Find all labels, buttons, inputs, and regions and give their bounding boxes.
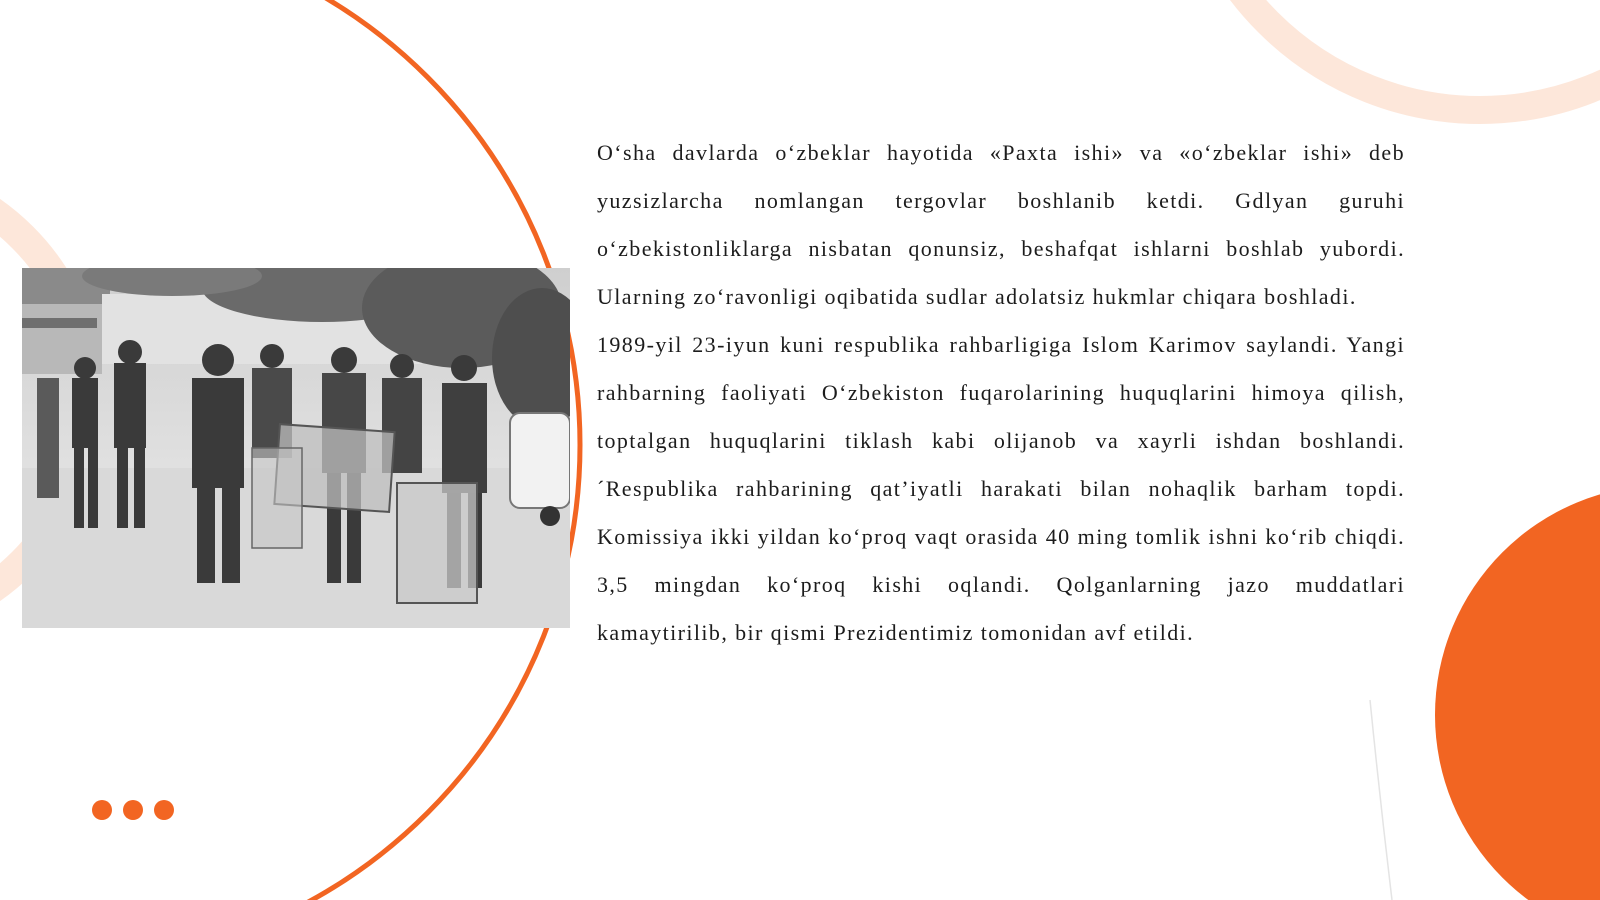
orange-circle	[1435, 485, 1600, 900]
paragraph-islom-karimov: 1989-yil 23-iyun kuni respublika rahbarligiga Islom Karimov saylandi. Yangi rahbarning faoliyati O‘zbekiston fuqarolarining huquqlarini himoya qilish, toptalgan huquqlarini tiklash kabi olijanob va xayrli ishdan boshlandi. ´Respublika rahbarining qat’iyatli harakati bilan nohaqlik barham topdi. Komissiya ikki yildan ko‘proq vaqt orasida 40 ming tomlik ishni ko‘rib chiqdi. 3,5 mingdan ko‘proq kishi oqlandi. Qolganlarning jazo muddatlari kamaytirilib, bir qismi Prezidentimiz tomonidan avf etildi.	[597, 332, 1405, 645]
paragraph-paxta-ishi: O‘sha davlarda o‘zbeklar hayotida «Paxta ishi» va «o‘zbeklar ishi» deb yuzsizlarcha nomlangan tergovlar boshlanib ketdi. Gdlyan guruhi o‘zbekistonliklarga nisbatan qonunsiz, beshafqat ishlarni boshlab yubordi. Ularning zo‘ravonligi oqibatida sudlar adolatsiz hukmlar chiqara boshladi.	[597, 140, 1405, 309]
indicator-dot	[154, 800, 174, 820]
top-right-faint-ring	[1180, 0, 1600, 110]
soldiers-photo-illustration	[22, 268, 570, 628]
indicator-dot	[123, 800, 143, 820]
slide-indicator-dots	[92, 800, 174, 820]
indicator-dot	[92, 800, 112, 820]
body-text	[597, 129, 1405, 657]
grey-thin-curve	[1370, 700, 1392, 900]
historical-photo	[22, 268, 570, 628]
